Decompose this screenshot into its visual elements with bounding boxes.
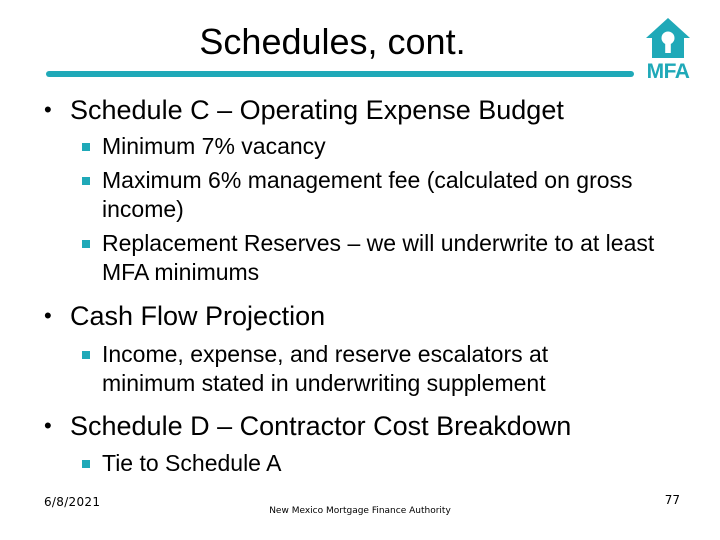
logo-text: MFA (646, 60, 690, 83)
bullet-text: Schedule C – Operating Expense Budget (70, 95, 564, 125)
square-bullet-icon (82, 143, 90, 151)
sub-bullet-text: Replacement Reserves – we will underwrite to at least MFA minimums (102, 230, 655, 285)
bullet-text: Schedule D – Contractor Cost Breakdown (70, 411, 572, 441)
bullet-dot-icon: • (44, 97, 52, 122)
bullet-dot-icon: • (44, 413, 52, 438)
footer-organization: New Mexico Mortgage Finance Authority (269, 506, 451, 516)
sub-bullet-text: Income, expense, and reserve escalators at minimum stated in underwriting supplement (102, 341, 549, 396)
sub-bullet-text: Minimum 7% vacancy (102, 133, 326, 159)
sub-bullet-text: Maximum 6% management fee (calculated on gross income) (102, 167, 633, 222)
sub-bullet-text: Tie to Schedule A (102, 450, 282, 476)
footer-date: 6/8/2021 (44, 495, 101, 509)
bullet-text: Cash Flow Projection (70, 301, 326, 331)
square-bullet-icon (82, 177, 90, 185)
slide-title: Schedules, cont. (199, 21, 466, 62)
page-number: 77 (664, 493, 680, 507)
square-bullet-icon (82, 351, 90, 359)
square-bullet-icon (82, 460, 90, 468)
square-bullet-icon (82, 240, 90, 248)
bullet-dot-icon: • (44, 303, 52, 328)
